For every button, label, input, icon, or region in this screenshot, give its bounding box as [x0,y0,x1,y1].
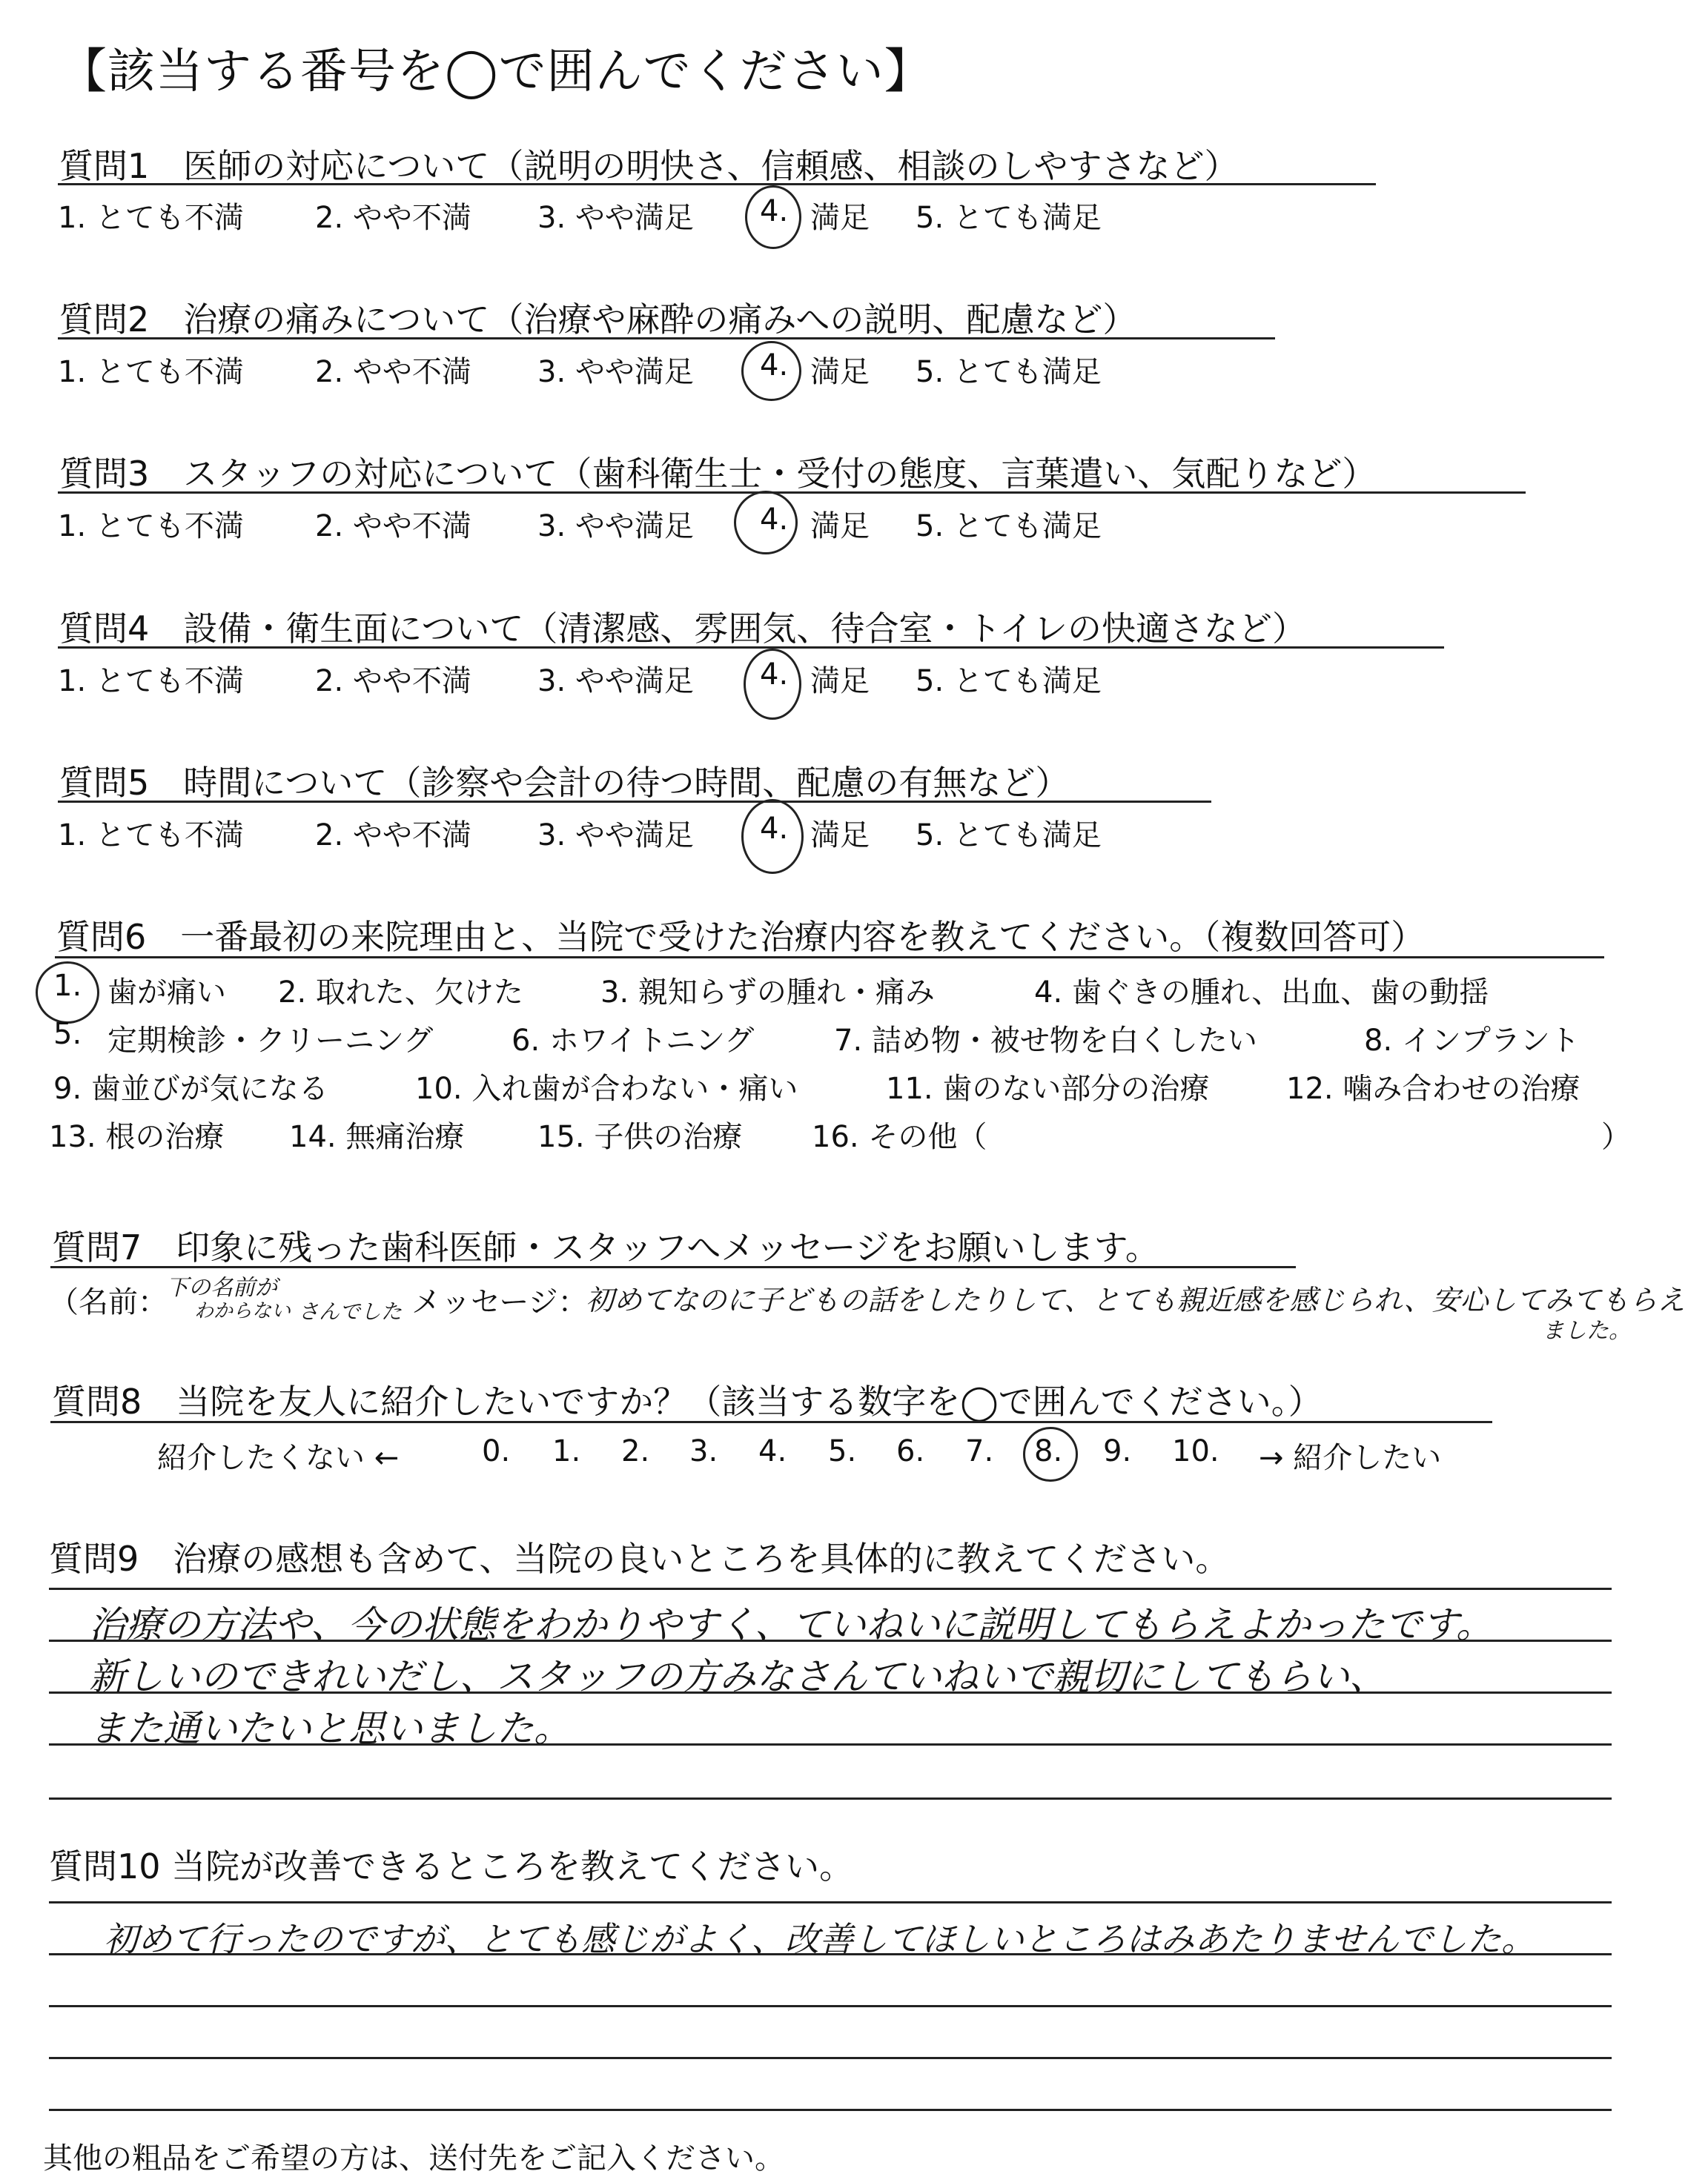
question-2-opt-4[interactable]: 4. [760,348,789,382]
question-7-name-handwriting-top: 下の名前が [166,1275,277,1301]
question-8-opt-1[interactable]: 1. [552,1434,581,1468]
question-3-title: 質問3 スタッフの対応について（歯科衛生士・受付の態度、言葉遣い、気配りなど） [59,454,1377,494]
question-2-title: 質問2 治療の痛みについて（治療や麻酔の痛みへの説明、配慮など） [59,299,1137,339]
question-9-line-5 [49,1797,1612,1800]
question-8-opt-7[interactable]: 7. [965,1434,994,1468]
question-1-opt-1[interactable]: 1. とても不満 [58,201,244,235]
question-4-underline [58,646,1444,649]
question-1-opt-2[interactable]: 2. やや不満 [315,201,471,235]
question-7-title: 質問7 印象に残った歯科医師・スタッフへメッセージをお願いします。 [52,1227,1159,1268]
question-1-opt-4-label: 満足 [810,201,870,235]
question-2-opt-5[interactable]: 5. とても満足 [916,355,1102,389]
question-9-answer-line-3: また通いたいと思いました。 [89,1707,571,1750]
question-6-opt-1[interactable]: 1. [53,969,82,1003]
question-8-opt-6[interactable]: 6. [896,1434,925,1468]
question-8-opt-9[interactable]: 9. [1103,1434,1132,1468]
question-4-opt-4[interactable]: 4. [760,657,789,692]
question-8-answer-circle [1023,1427,1078,1482]
question-6-opt-16[interactable]: 16. その他（ [812,1120,987,1154]
question-8-opt-5[interactable]: 5. [828,1434,857,1468]
question-6-opt-1-label: 歯が痛い [107,975,226,1010]
question-6-opt-15[interactable]: 15. 子供の治療 [537,1120,743,1154]
question-6-answer-circle [36,961,99,1024]
question-6-opt-14[interactable]: 14. 無痛治療 [289,1120,465,1154]
question-7-name-handwriting-bottom: わからない [194,1300,291,1322]
question-5-opt-4-label: 満足 [810,818,870,852]
question-3-opt-2[interactable]: 2. やや不満 [315,509,471,543]
question-5-title: 質問5 時間について（診察や会計の待つ時間、配慮の有無など） [59,763,1070,803]
question-5-opt-1[interactable]: 1. とても不満 [58,818,244,852]
question-8-opt-4[interactable]: 4. [758,1434,787,1468]
question-1-underline [58,183,1376,185]
question-4-opt-3[interactable]: 3. やや満足 [537,664,694,698]
question-5-opt-5[interactable]: 5. とても満足 [916,818,1102,852]
question-8-title: 質問8 当院を友人に紹介したいですか？（該当する数字を◯で囲んでください。） [52,1382,1323,1422]
question-6-opt-6[interactable]: 6. ホワイトニング [512,1024,755,1058]
question-4-opt-5[interactable]: 5. とても満足 [916,664,1102,698]
question-6-opt-5[interactable]: 5. [53,1017,82,1051]
question-10-title: 質問10 当院が改善できるところを教えてください。 [49,1846,854,1886]
question-4-title: 質問4 設備・衛生面について（清潔感、雰囲気、待合室・トイレの快適さなど） [59,609,1307,649]
question-4-opt-4-label: 満足 [810,664,870,698]
question-7-underline [50,1266,1296,1268]
question-9-answer-line-2: 新しいのできれいだし、スタッフの方みなさんていねいで親切にしてもらい、 [89,1655,1386,1698]
question-6-opt-2[interactable]: 2. 取れた、欠けた [278,975,523,1010]
question-1-opt-5[interactable]: 5. とても満足 [916,201,1102,235]
question-1-opt-3[interactable]: 3. やや満足 [537,201,694,235]
question-9-line-1 [49,1588,1612,1590]
question-3-opt-1[interactable]: 1. とても不満 [58,509,244,543]
question-3-opt-4-label: 満足 [810,509,870,543]
form-header: 【該当する番号を◯で囲んでください】 [59,44,933,99]
question-9-title: 質問9 治療の感想も含めて、当院の良いところを具体的に教えてください。 [49,1539,1230,1579]
question-8-right-label: → 紹介したい [1259,1441,1442,1475]
question-6-opt-12[interactable]: 12. 噛み合わせの治療 [1286,1072,1580,1106]
question-5-opt-2[interactable]: 2. やや不満 [315,818,471,852]
question-8-opt-3[interactable]: 3. [689,1434,718,1468]
question-7-name-handwriting-suffix: さんでした [298,1299,403,1324]
question-4-answer-circle [744,649,801,720]
question-10-answer-line-1: 初めて行ったのですが、とても感じがよく、改善してほしいところはみあたりませんでした。 [104,1919,1536,1959]
question-10-line-4 [49,2057,1612,2059]
question-6-opt-5-label: 定期検診・クリーニング [107,1024,434,1058]
question-3-answer-circle [734,491,798,554]
question-6-opt-7[interactable]: 7. 詰め物・被せ物を白くしたい [834,1024,1257,1058]
footer-note: 其他の粗品をご希望の方は、送付先をご記入ください。 [43,2141,784,2176]
question-5-opt-3[interactable]: 3. やや満足 [537,818,694,852]
question-8-underline [50,1421,1492,1423]
question-10-line-1 [49,1901,1612,1903]
question-2-opt-1[interactable]: 1. とても不満 [58,355,244,389]
question-4-opt-1[interactable]: 1. とても不満 [58,664,244,698]
question-6-underline [55,956,1604,958]
question-10-line-5 [49,2109,1612,2111]
question-3-opt-5[interactable]: 5. とても満足 [916,509,1102,543]
question-1-opt-4[interactable]: 4. [760,194,789,228]
question-8-left-label: 紹介したくない ← [157,1441,400,1475]
question-2-opt-4-label: 満足 [810,355,870,389]
question-8-opt-2[interactable]: 2. [621,1434,650,1468]
question-7-name-label: （名前： [49,1285,168,1319]
question-7-message-label: メッセージ： [411,1285,588,1319]
question-3-underline [58,491,1526,494]
question-6-opt-4[interactable]: 4. 歯ぐきの腫れ、出血、歯の動揺 [1034,975,1489,1010]
question-6-title: 質問6 一番最初の来院理由と、当院で受けた治療内容を教えてください。（複数回答可） [56,917,1426,957]
question-2-underline [58,337,1275,339]
question-2-opt-3[interactable]: 3. やや満足 [537,355,694,389]
question-2-opt-2[interactable]: 2. やや不満 [315,355,471,389]
question-1-title: 質問1 医師の対応について（説明の明快さ、信頼感、相談のしやすさなど） [59,146,1239,186]
question-8-opt-8[interactable]: 8. [1034,1434,1063,1468]
question-6-opt-13[interactable]: 13. 根の治療 [49,1120,225,1154]
question-5-opt-4[interactable]: 4. [760,812,789,846]
question-6-other-close: ） [1601,1120,1631,1154]
question-6-opt-8[interactable]: 8. インプラント [1364,1024,1580,1058]
question-3-opt-4[interactable]: 4. [760,503,789,537]
question-9-answer-line-1: 治療の方法や、今の状態をわかりやすく、ていねいに説明してもらえよかったです。 [89,1603,1493,1646]
question-2-answer-circle [741,341,801,401]
question-5-answer-circle [741,799,804,874]
question-6-opt-3[interactable]: 3. 親知らずの腫れ・痛み [600,975,935,1010]
question-1-answer-circle [745,185,801,249]
question-10-line-3 [49,2005,1612,2007]
question-7-message-handwriting-cont: ました。 [1542,1318,1631,1344]
question-6-opt-11[interactable]: 11. 歯のない部分の治療 [886,1072,1210,1106]
question-6-opt-10[interactable]: 10. 入れ歯が合わない・痛い [415,1072,798,1106]
question-7-message-handwriting: 初めてなのに子どもの話をしたりして、とても親近感を感じられ、安心してみてもらえ [586,1284,1686,1316]
question-3-opt-3[interactable]: 3. やや満足 [537,509,694,543]
question-4-opt-2[interactable]: 2. やや不満 [315,664,471,698]
question-5-underline [58,801,1211,803]
question-8-opt-10[interactable]: 10. [1172,1434,1219,1468]
question-8-opt-0[interactable]: 0. [482,1434,511,1468]
question-6-opt-9[interactable]: 9. 歯並びが気になる [53,1072,328,1106]
